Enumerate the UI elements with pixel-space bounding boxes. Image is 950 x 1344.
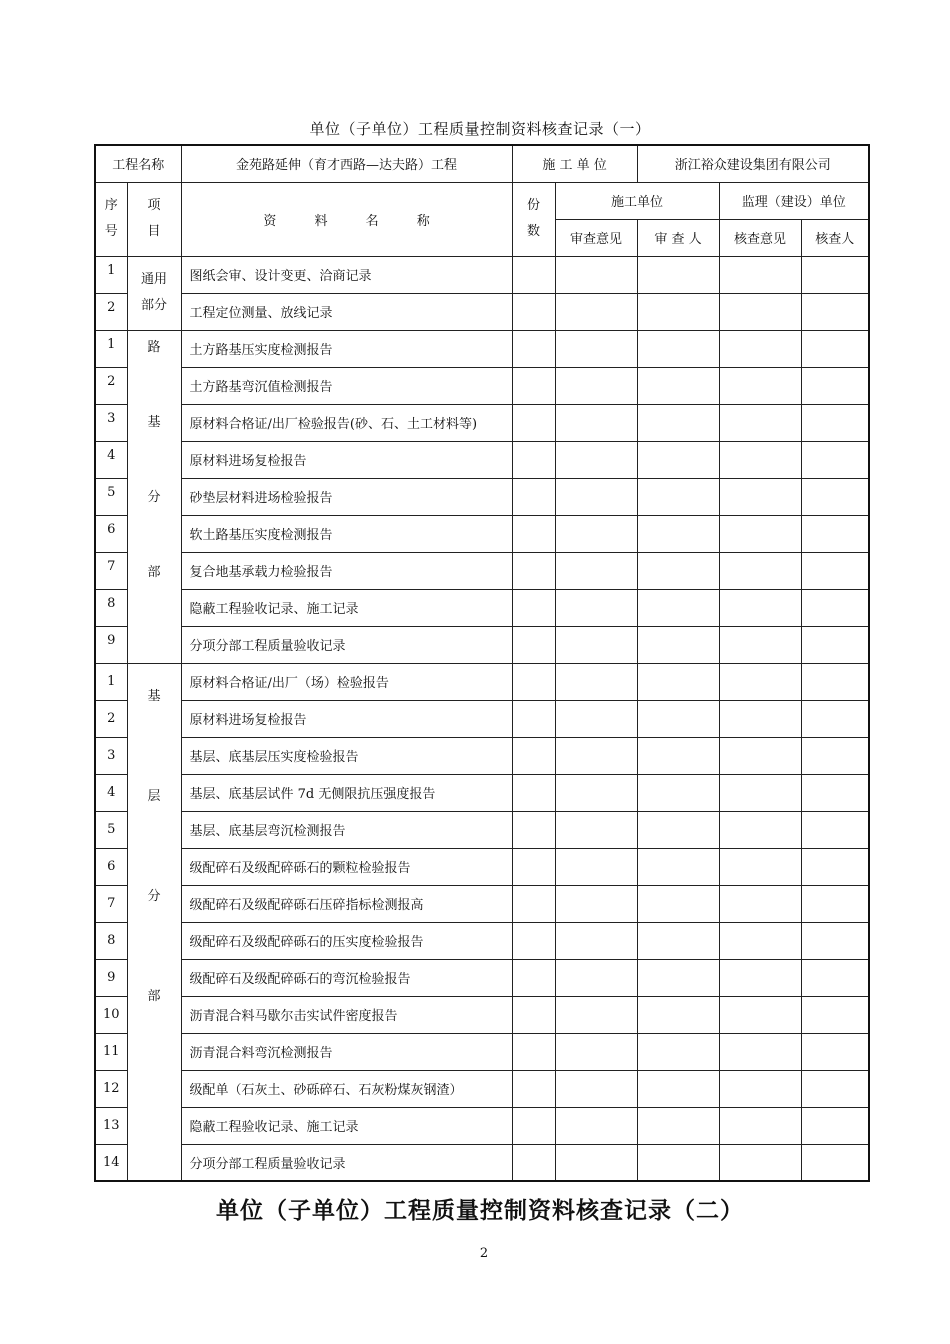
check-opinion-cell[interactable] xyxy=(719,404,801,441)
copies-cell[interactable] xyxy=(512,959,555,996)
checker-cell[interactable] xyxy=(801,515,869,552)
reviewer-cell[interactable] xyxy=(637,589,719,626)
reviewer-cell[interactable] xyxy=(637,552,719,589)
table-row xyxy=(95,404,869,441)
row-number: 1 xyxy=(95,663,127,700)
copies-cell[interactable] xyxy=(512,1033,555,1070)
info-row xyxy=(95,145,869,182)
project-name-label: 工程名称 xyxy=(95,145,181,182)
table-row xyxy=(95,478,869,515)
checker-cell[interactable] xyxy=(801,959,869,996)
copies-cell[interactable] xyxy=(512,478,555,515)
document-name: 土方路基压实度检测报告 xyxy=(181,330,512,367)
checker-cell[interactable] xyxy=(801,1070,869,1107)
header-reviewer: 审 查 人 xyxy=(637,219,719,256)
document-name: 基层、底基层弯沉检测报告 xyxy=(181,811,512,848)
checker-cell[interactable] xyxy=(801,922,869,959)
document-name: 隐蔽工程验收记录、施工记录 xyxy=(181,1107,512,1144)
section-label-char: 部 xyxy=(147,988,161,1004)
quality-record-table xyxy=(94,144,870,1182)
check-opinion-cell[interactable] xyxy=(719,885,801,922)
check-opinion-cell[interactable] xyxy=(719,589,801,626)
section-label xyxy=(127,663,181,1181)
checker-cell[interactable] xyxy=(801,700,869,737)
check-opinion-cell[interactable] xyxy=(719,663,801,700)
row-number: 4 xyxy=(95,441,127,478)
row-number: 13 xyxy=(95,1107,127,1144)
checker-cell[interactable] xyxy=(801,737,869,774)
table-row xyxy=(95,848,869,885)
reviewer-cell[interactable] xyxy=(637,737,719,774)
check-opinion-cell[interactable] xyxy=(719,441,801,478)
table-row xyxy=(95,1144,869,1181)
review-opinion-cell[interactable] xyxy=(555,589,637,626)
copies-cell[interactable] xyxy=(512,1144,555,1181)
reviewer-cell[interactable] xyxy=(637,441,719,478)
review-opinion-cell[interactable] xyxy=(555,293,637,330)
copies-cell[interactable] xyxy=(512,293,555,330)
checker-cell[interactable] xyxy=(801,404,869,441)
row-number: 2 xyxy=(95,700,127,737)
page-number: 2 xyxy=(479,1246,489,1261)
row-number: 8 xyxy=(95,589,127,626)
section-label-char: 基 xyxy=(147,688,161,704)
row-number: 9 xyxy=(95,959,127,996)
row-number: 6 xyxy=(95,515,127,552)
header-review-opinion: 审查意见 xyxy=(555,219,637,256)
reviewer-cell[interactable] xyxy=(637,885,719,922)
header-seq: 序号 xyxy=(95,182,127,256)
table-row xyxy=(95,959,869,996)
section-label xyxy=(127,256,181,330)
checker-cell[interactable] xyxy=(801,293,869,330)
row-number: 11 xyxy=(95,1033,127,1070)
reviewer-cell[interactable] xyxy=(637,1070,719,1107)
copies-cell[interactable] xyxy=(512,404,555,441)
row-number: 4 xyxy=(95,774,127,811)
check-opinion-cell[interactable] xyxy=(719,1033,801,1070)
header-item: 项目 xyxy=(127,182,181,256)
checker-cell[interactable] xyxy=(801,996,869,1033)
table-row xyxy=(95,700,869,737)
review-opinion-cell[interactable] xyxy=(555,663,637,700)
row-number: 1 xyxy=(95,256,127,293)
header-check-opinion: 核查意见 xyxy=(719,219,801,256)
section-label-char: 分 xyxy=(147,888,161,904)
document-name: 复合地基承载力检验报告 xyxy=(181,552,512,589)
review-opinion-cell[interactable] xyxy=(555,1107,637,1144)
document-name: 图纸会审、设计变更、洽商记录 xyxy=(181,256,512,293)
checker-cell[interactable] xyxy=(801,1033,869,1070)
check-opinion-cell[interactable] xyxy=(719,552,801,589)
table-row xyxy=(95,885,869,922)
section-label-char: 基 xyxy=(147,414,161,430)
reviewer-cell[interactable] xyxy=(637,256,719,293)
reviewer-cell[interactable] xyxy=(637,404,719,441)
copies-cell[interactable] xyxy=(512,1107,555,1144)
row-number: 2 xyxy=(95,367,127,404)
row-number: 5 xyxy=(95,811,127,848)
checker-cell[interactable] xyxy=(801,1107,869,1144)
row-number: 14 xyxy=(95,1144,127,1181)
copies-cell[interactable] xyxy=(512,663,555,700)
reviewer-cell[interactable] xyxy=(637,478,719,515)
review-opinion-cell[interactable] xyxy=(555,256,637,293)
check-opinion-cell[interactable] xyxy=(719,959,801,996)
checker-cell[interactable] xyxy=(801,626,869,663)
review-opinion-cell[interactable] xyxy=(555,626,637,663)
checker-cell[interactable] xyxy=(801,848,869,885)
reviewer-cell[interactable] xyxy=(637,330,719,367)
reviewer-cell[interactable] xyxy=(637,700,719,737)
table-row xyxy=(95,367,869,404)
review-opinion-cell[interactable] xyxy=(555,515,637,552)
table-row xyxy=(95,626,869,663)
copies-cell[interactable] xyxy=(512,737,555,774)
document-name: 工程定位测量、放线记录 xyxy=(181,293,512,330)
row-number: 8 xyxy=(95,922,127,959)
reviewer-cell[interactable] xyxy=(637,996,719,1033)
checker-cell[interactable] xyxy=(801,256,869,293)
row-number: 10 xyxy=(95,996,127,1033)
table-row xyxy=(95,330,869,367)
row-number: 3 xyxy=(95,737,127,774)
contractor-label: 施 工 单 位 xyxy=(512,145,637,182)
reviewer-cell[interactable] xyxy=(637,848,719,885)
section-label-char: 分 xyxy=(147,489,161,505)
table-row xyxy=(95,774,869,811)
review-opinion-cell[interactable] xyxy=(555,700,637,737)
document-name: 土方路基弯沉值检测报告 xyxy=(181,367,512,404)
review-opinion-cell[interactable] xyxy=(555,996,637,1033)
table-row xyxy=(95,589,869,626)
checker-cell[interactable] xyxy=(801,367,869,404)
copies-cell[interactable] xyxy=(512,700,555,737)
row-number: 6 xyxy=(95,848,127,885)
reviewer-cell[interactable] xyxy=(637,811,719,848)
table-row xyxy=(95,1070,869,1107)
document-name: 级配单（石灰土、砂砾碎石、石灰粉煤灰钢渣） xyxy=(181,1070,512,1107)
reviewer-cell[interactable] xyxy=(637,959,719,996)
table-row xyxy=(95,441,869,478)
reviewer-cell[interactable] xyxy=(637,774,719,811)
table-row xyxy=(95,1107,869,1144)
document-name: 隐蔽工程验收记录、施工记录 xyxy=(181,589,512,626)
section-label-char: 部分 xyxy=(141,298,168,313)
document-name: 级配碎石及级配碎砾石的弯沉检验报告 xyxy=(181,959,512,996)
review-opinion-cell[interactable] xyxy=(555,848,637,885)
copies-cell[interactable] xyxy=(512,996,555,1033)
document-name: 原材料进场复检报告 xyxy=(181,700,512,737)
copies-cell[interactable] xyxy=(512,774,555,811)
review-opinion-cell[interactable] xyxy=(555,885,637,922)
copies-cell[interactable] xyxy=(512,885,555,922)
project-name-value: 金苑路延伸（育才西路—达夫路）工程 xyxy=(181,145,512,182)
check-opinion-cell[interactable] xyxy=(719,811,801,848)
reviewer-cell[interactable] xyxy=(637,922,719,959)
table-row xyxy=(95,996,869,1033)
checker-cell[interactable] xyxy=(801,552,869,589)
document-name: 基层、底基层压实度检验报告 xyxy=(181,737,512,774)
document-name: 沥青混合料马歇尔击实试件密度报告 xyxy=(181,996,512,1033)
row-number: 5 xyxy=(95,478,127,515)
review-opinion-cell[interactable] xyxy=(555,404,637,441)
copies-cell[interactable] xyxy=(512,811,555,848)
review-opinion-cell[interactable] xyxy=(555,774,637,811)
section-label-char: 路 xyxy=(147,339,161,355)
check-opinion-cell[interactable] xyxy=(719,996,801,1033)
row-number: 2 xyxy=(95,293,127,330)
review-opinion-cell[interactable] xyxy=(555,959,637,996)
check-opinion-cell[interactable] xyxy=(719,737,801,774)
table-row xyxy=(95,256,869,293)
checker-cell[interactable] xyxy=(801,811,869,848)
section-label xyxy=(127,330,181,663)
check-opinion-cell[interactable] xyxy=(719,256,801,293)
contractor-value: 浙江裕众建设集团有限公司 xyxy=(637,145,869,182)
document-name: 砂垫层材料进场检验报告 xyxy=(181,478,512,515)
table-row xyxy=(95,552,869,589)
checker-cell[interactable] xyxy=(801,441,869,478)
checker-cell[interactable] xyxy=(801,589,869,626)
review-opinion-cell[interactable] xyxy=(555,478,637,515)
check-opinion-cell[interactable] xyxy=(719,330,801,367)
checker-cell[interactable] xyxy=(801,885,869,922)
review-opinion-cell[interactable] xyxy=(555,552,637,589)
reviewer-cell[interactable] xyxy=(637,1033,719,1070)
header-row-1 xyxy=(95,182,869,219)
table-row xyxy=(95,922,869,959)
copies-cell[interactable] xyxy=(512,256,555,293)
section-label-char: 通用 xyxy=(141,272,168,287)
reviewer-cell[interactable] xyxy=(637,293,719,330)
row-number: 1 xyxy=(95,330,127,367)
check-opinion-cell[interactable] xyxy=(719,1107,801,1144)
copies-cell[interactable] xyxy=(512,552,555,589)
copies-cell[interactable] xyxy=(512,626,555,663)
header-doc-name: 资 料 名 称 xyxy=(181,182,512,256)
check-opinion-cell[interactable] xyxy=(719,515,801,552)
copies-cell[interactable] xyxy=(512,922,555,959)
copies-cell[interactable] xyxy=(512,441,555,478)
check-opinion-cell[interactable] xyxy=(719,848,801,885)
document-name: 原材料合格证/出厂检验报告(砂、石、土工材料等) xyxy=(181,404,512,441)
copies-cell[interactable] xyxy=(512,330,555,367)
row-number: 9 xyxy=(95,626,127,663)
document-name: 原材料合格证/出厂（场）检验报告 xyxy=(181,663,512,700)
check-opinion-cell[interactable] xyxy=(719,1144,801,1181)
check-opinion-cell[interactable] xyxy=(719,478,801,515)
table-row xyxy=(95,811,869,848)
review-opinion-cell[interactable] xyxy=(555,1070,637,1107)
table-row xyxy=(95,515,869,552)
copies-cell[interactable] xyxy=(512,515,555,552)
document-name: 基层、底基层试件 7d 无侧限抗压强度报告 xyxy=(181,774,512,811)
copies-cell[interactable] xyxy=(512,367,555,404)
document-name: 级配碎石及级配碎砾石的颗粒检验报告 xyxy=(181,848,512,885)
header-copies: 份数 xyxy=(512,182,555,256)
review-opinion-cell[interactable] xyxy=(555,367,637,404)
document-name: 分项分部工程质量验收记录 xyxy=(181,1144,512,1181)
review-opinion-cell[interactable] xyxy=(555,1144,637,1181)
reviewer-cell[interactable] xyxy=(637,663,719,700)
section-label-char: 层 xyxy=(147,788,161,804)
table-row xyxy=(95,1033,869,1070)
checker-cell[interactable] xyxy=(801,330,869,367)
row-number: 3 xyxy=(95,404,127,441)
reviewer-cell[interactable] xyxy=(637,1144,719,1181)
document-name: 沥青混合料弯沉检测报告 xyxy=(181,1033,512,1070)
section-label-char: 部 xyxy=(147,564,161,580)
document-name: 级配碎石及级配碎砾石的压实度检验报告 xyxy=(181,922,512,959)
check-opinion-cell[interactable] xyxy=(719,293,801,330)
reviewer-cell[interactable] xyxy=(637,367,719,404)
copies-cell[interactable] xyxy=(512,848,555,885)
copies-cell[interactable] xyxy=(512,1070,555,1107)
document-name: 软土路基压实度检测报告 xyxy=(181,515,512,552)
review-opinion-cell[interactable] xyxy=(555,922,637,959)
checker-cell[interactable] xyxy=(801,663,869,700)
header-supervisor-group: 监理（建设）单位 xyxy=(719,182,869,219)
review-opinion-cell[interactable] xyxy=(555,441,637,478)
check-opinion-cell[interactable] xyxy=(719,922,801,959)
record-title-1: 单位（子单位）工程质量控制资料核查记录（一） xyxy=(309,120,651,138)
table-row xyxy=(95,663,869,700)
reviewer-cell[interactable] xyxy=(637,515,719,552)
reviewer-cell[interactable] xyxy=(637,626,719,663)
document-name: 分项分部工程质量验收记录 xyxy=(181,626,512,663)
table-row xyxy=(95,737,869,774)
review-opinion-cell[interactable] xyxy=(555,737,637,774)
header-checker: 核查人 xyxy=(801,219,869,256)
row-number: 7 xyxy=(95,885,127,922)
header-contractor-group: 施工单位 xyxy=(555,182,719,219)
record-title-2: 单位（子单位）工程质量控制资料核查记录（二） xyxy=(216,1197,744,1224)
row-number: 12 xyxy=(95,1070,127,1107)
checker-cell[interactable] xyxy=(801,478,869,515)
checker-cell[interactable] xyxy=(801,1144,869,1181)
check-opinion-cell[interactable] xyxy=(719,1070,801,1107)
check-opinion-cell[interactable] xyxy=(719,367,801,404)
row-number: 7 xyxy=(95,552,127,589)
review-opinion-cell[interactable] xyxy=(555,1033,637,1070)
review-opinion-cell[interactable] xyxy=(555,811,637,848)
document-name: 原材料进场复检报告 xyxy=(181,441,512,478)
reviewer-cell[interactable] xyxy=(637,1107,719,1144)
checker-cell[interactable] xyxy=(801,774,869,811)
table-row xyxy=(95,293,869,330)
copies-cell[interactable] xyxy=(512,589,555,626)
check-opinion-cell[interactable] xyxy=(719,626,801,663)
document-name: 级配碎石及级配碎砾石压碎指标检测报高 xyxy=(181,885,512,922)
review-opinion-cell[interactable] xyxy=(555,330,637,367)
check-opinion-cell[interactable] xyxy=(719,700,801,737)
check-opinion-cell[interactable] xyxy=(719,774,801,811)
